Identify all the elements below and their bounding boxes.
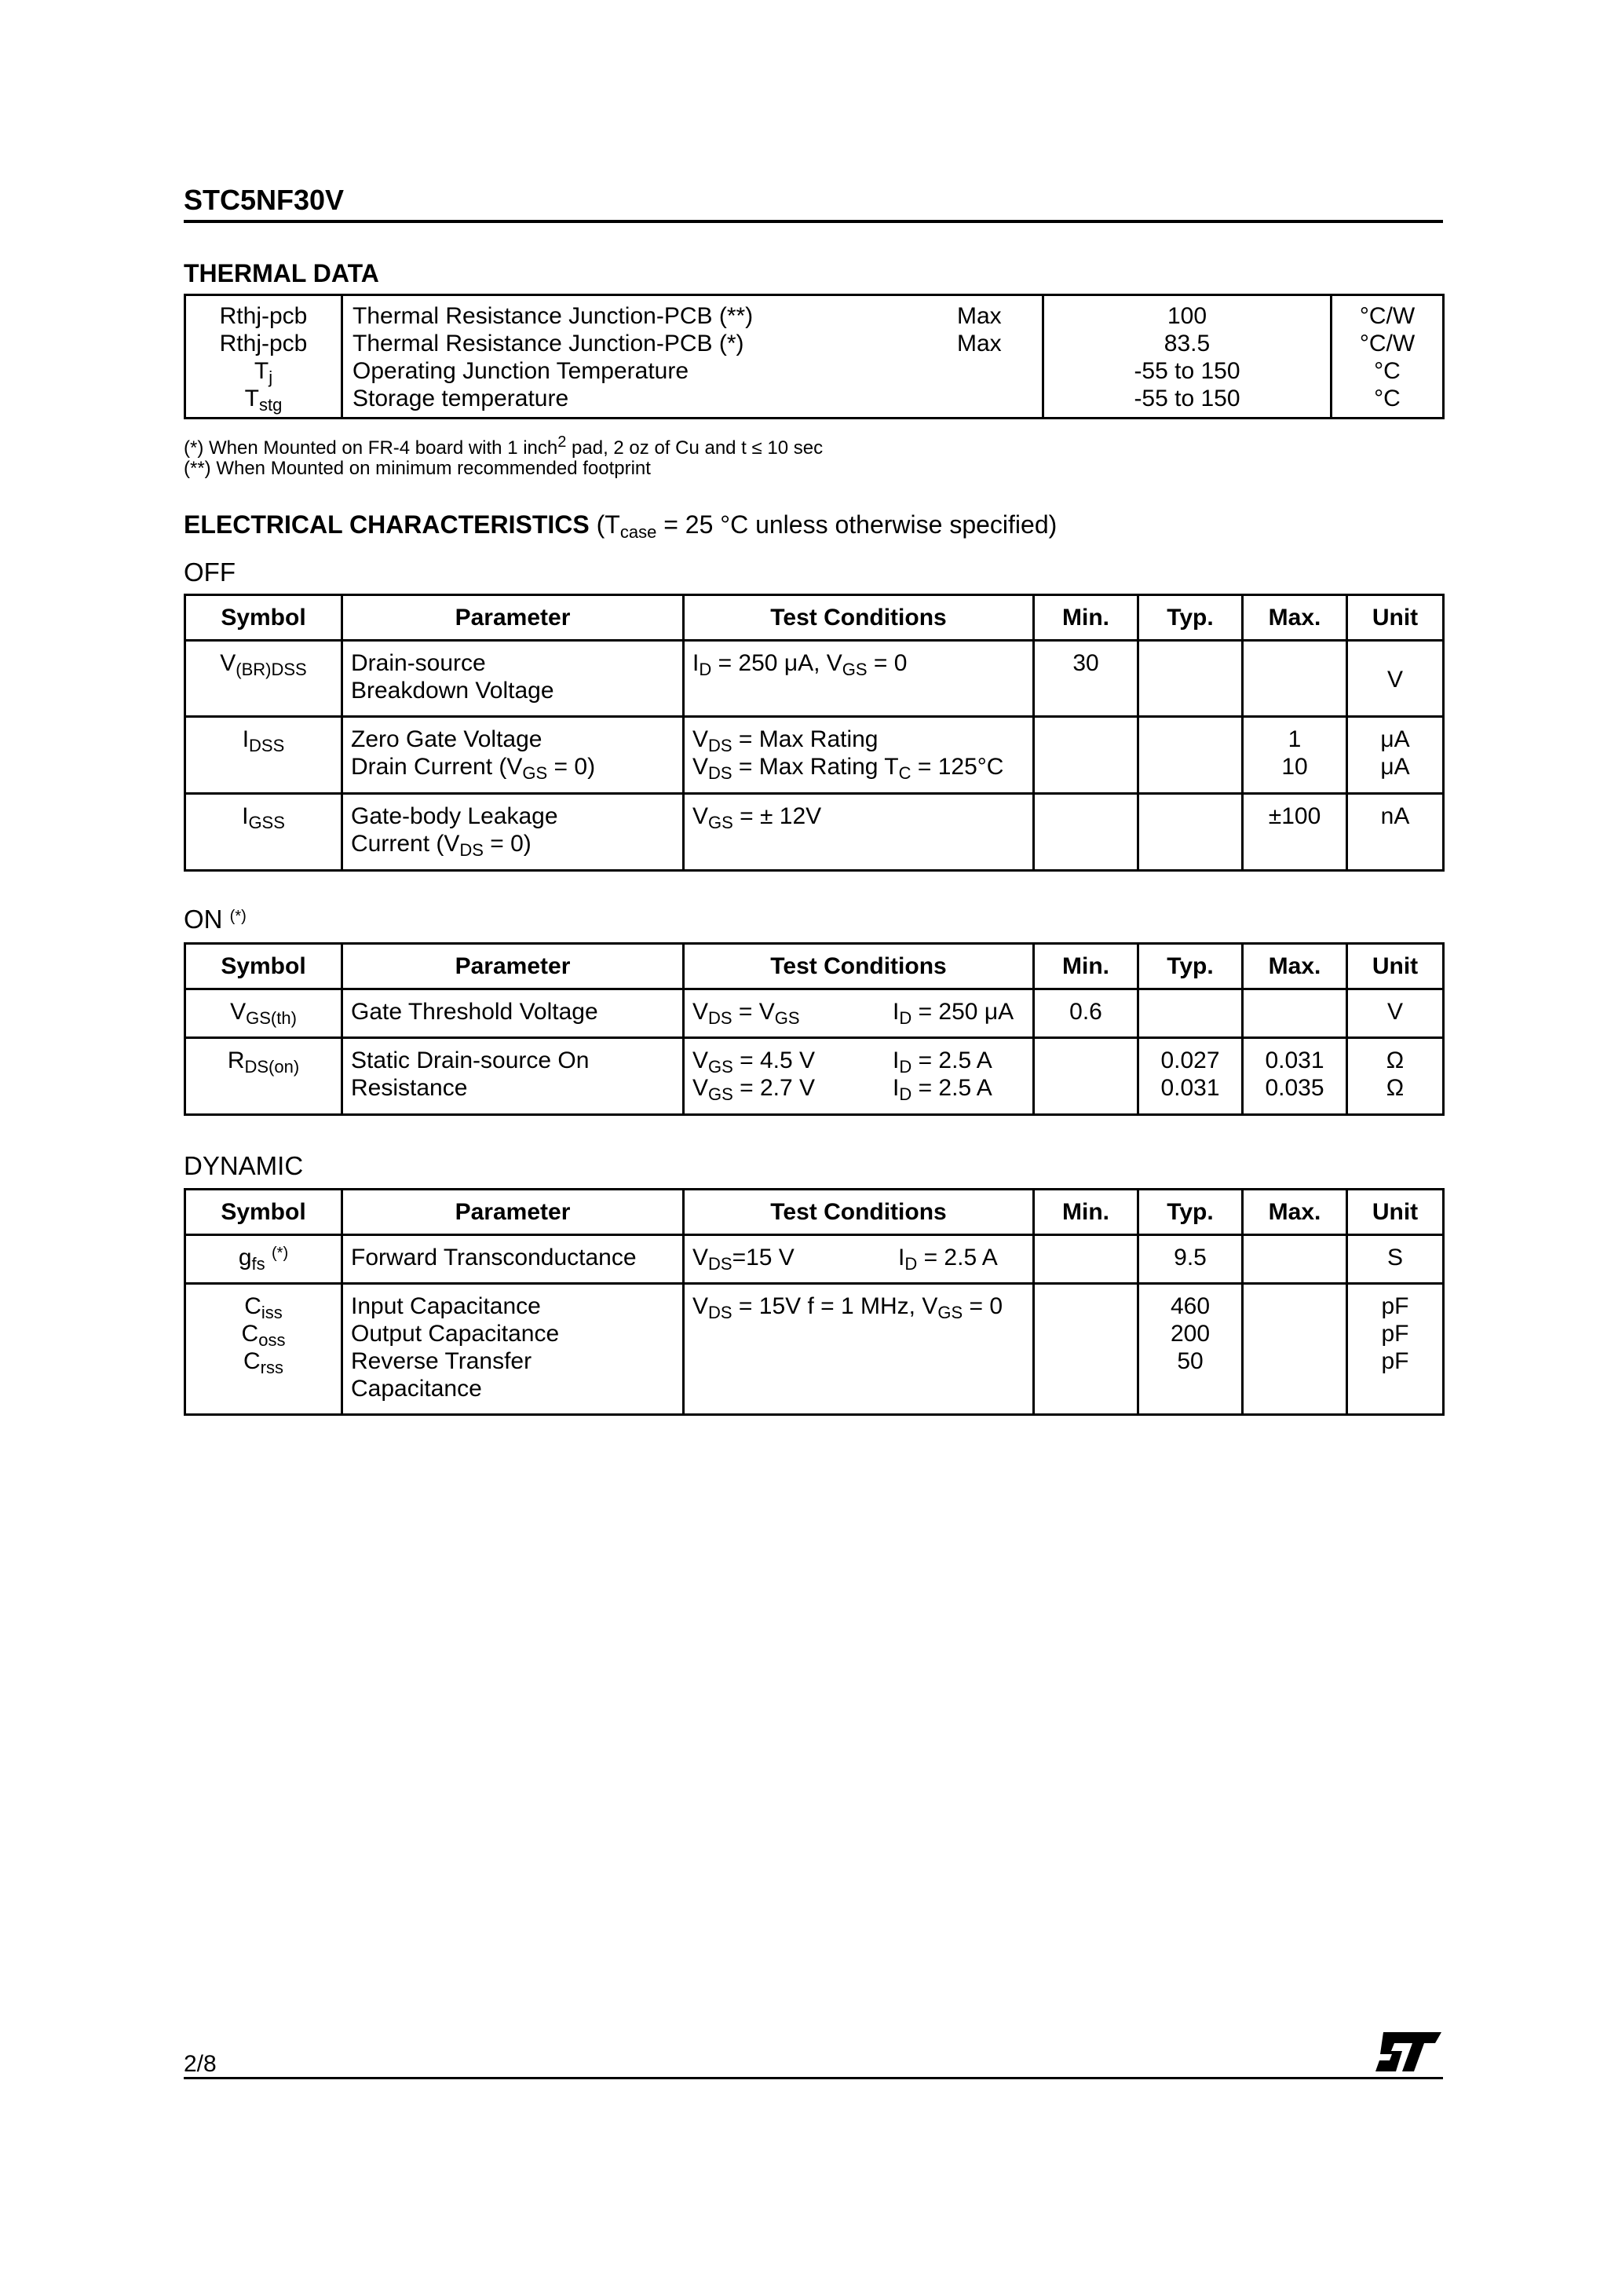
typ-cell: 0.027 0.031: [1138, 1038, 1243, 1115]
table-header-row: [185, 595, 1444, 641]
header-max: Max.: [1243, 944, 1347, 989]
param-text: Thermal Resistance Junction-PCB (*): [353, 331, 744, 356]
st-logo-icon: [1375, 2031, 1443, 2078]
conditions-cell: $V_{DS}$ = Max Rating $V_{DS}$ = Max Rating $T_C = 125^\circ C$: [684, 717, 1034, 794]
unit-cell: Ω Ω: [1347, 1038, 1444, 1115]
symbol-cell: $g_{fs}$ (*): [185, 1235, 342, 1284]
off-table: [184, 594, 1445, 872]
conditions-cell: $V_{GS} = 4.5$ V $I_D = 2.5$ A $V_{GS} = 2.7$ V $I_D = 2.5$ A: [684, 1038, 1034, 1115]
header-parameter: Parameter: [342, 595, 684, 641]
parameter-cell: Drain-source Breakdown Voltage: [342, 641, 684, 717]
conditions-cell: $I_D = 250$ μA, $V_{GS} = 0$: [684, 641, 1034, 717]
table-row: [185, 295, 1444, 419]
symbol-cell: $I_{DSS}$: [185, 717, 342, 794]
conditions-cell: $V_{DS}=15$ V $I_D = 2.5$ A: [684, 1235, 1034, 1284]
parameter-cell: Zero Gate Voltage Drain Current $(V_{GS} = 0)$: [342, 717, 684, 794]
header-typ: Typ.: [1138, 595, 1243, 641]
thermal-param-row: [353, 330, 1042, 357]
max-cell: ±100: [1243, 794, 1347, 871]
thermal-footnote-2: (**) When Mounted on minimum recommended footprint: [184, 458, 651, 479]
unit-cell: S: [1347, 1235, 1444, 1284]
symbol-cell: $V_{GS(th)}$: [185, 989, 342, 1038]
parameter-cell: Gate-body Leakage Current $(V_{DS} = 0)$: [342, 794, 684, 871]
symbol-rthj-pcb-2: Rthj-pcb: [219, 331, 308, 356]
header-unit: Unit: [1347, 944, 1444, 989]
thermal-values: [1043, 295, 1332, 419]
max-cell: [1243, 1235, 1347, 1284]
header-typ: Typ.: [1138, 944, 1243, 989]
param-text: Operating Junction Temperature: [353, 358, 689, 384]
value: -55 to 150: [1134, 358, 1240, 384]
header-test-conditions: Test Conditions: [684, 944, 1034, 989]
thermal-units: [1332, 295, 1444, 419]
header-symbol: Symbol: [185, 944, 342, 989]
unit-cell: V: [1347, 989, 1444, 1038]
header-test-conditions: Test Conditions: [684, 1190, 1034, 1235]
typ-cell: [1138, 717, 1243, 794]
symbol-tj: $T_j$: [254, 358, 273, 387]
unit-cell: nA: [1347, 794, 1444, 871]
page-number: 2/8: [184, 2051, 217, 2077]
on-label: ON (*): [184, 905, 247, 934]
header-unit: Unit: [1347, 1190, 1444, 1235]
unit: °C: [1374, 358, 1401, 384]
table-row: [185, 1235, 1444, 1284]
min-cell: 0.6: [1034, 989, 1138, 1038]
table-row: [185, 1284, 1444, 1415]
min-cell: [1034, 1235, 1138, 1284]
table-header-row: [185, 944, 1444, 989]
header-parameter: Parameter: [342, 944, 684, 989]
max-cell: [1243, 989, 1347, 1038]
table-row: [185, 1038, 1444, 1115]
table-row: [185, 641, 1444, 717]
electrical-heading-conditions: ($T_{case} = 25$ °C unless otherwise specified): [589, 510, 1058, 542]
header-symbol: Symbol: [185, 595, 342, 641]
symbol-tstg: $T_{stg}$: [244, 386, 283, 415]
thermal-heading: THERMAL DATA: [184, 259, 379, 287]
off-label: OFF: [184, 558, 236, 587]
document-title: STC5NF30V: [184, 184, 345, 216]
param-qualifier: Max: [957, 331, 1002, 356]
min-cell: [1034, 717, 1138, 794]
max-cell: 0.031 0.035: [1243, 1038, 1347, 1115]
typ-cell: [1138, 641, 1243, 717]
value: 83.5: [1164, 331, 1211, 356]
unit: °C: [1374, 386, 1401, 411]
typ-cell: [1138, 794, 1243, 871]
unit-cell: V: [1347, 641, 1444, 717]
symbol-rthj-pcb-1: Rthj-pcb: [219, 303, 308, 329]
electrical-heading-text: ELECTRICAL CHARACTERISTICS: [184, 510, 590, 539]
header-parameter: Parameter: [342, 1190, 684, 1235]
symbol-cell: $V_{(BR)DSS}$: [185, 641, 342, 717]
table-row: [185, 717, 1444, 794]
table-row: [185, 794, 1444, 871]
thermal-table: [184, 294, 1445, 419]
min-cell: [1034, 794, 1138, 871]
value: -55 to 150: [1134, 386, 1240, 411]
typ-cell: 460 200 50: [1138, 1284, 1243, 1415]
min-cell: 30: [1034, 641, 1138, 717]
header-min: Min.: [1034, 944, 1138, 989]
symbol-cell: $C_{iss}$ $C_{oss}$ $C_{rss}$: [185, 1284, 342, 1415]
conditions-cell: $V_{DS} = V_{GS}$ $I_D = 250$ μA: [684, 989, 1034, 1038]
title-rule: [184, 220, 1443, 223]
header-test-conditions: Test Conditions: [684, 595, 1034, 641]
header-max: Max.: [1243, 1190, 1347, 1235]
unit-cell: pF pF pF: [1347, 1284, 1444, 1415]
param-text: Thermal Resistance Junction-PCB (**): [353, 303, 754, 329]
symbol-cell: $I_{GSS}$: [185, 794, 342, 871]
symbol-cell: $R_{DS(on)}$: [185, 1038, 342, 1115]
thermal-parameters: [342, 295, 1043, 419]
unit: °C/W: [1359, 331, 1416, 356]
dynamic-table: [184, 1188, 1445, 1416]
header-min: Min.: [1034, 595, 1138, 641]
footer-rule: [184, 2077, 1443, 2079]
unit-cell: μA μA: [1347, 717, 1444, 794]
header-unit: Unit: [1347, 595, 1444, 641]
typ-cell: 9.5: [1138, 1235, 1243, 1284]
header-symbol: Symbol: [185, 1190, 342, 1235]
value: 100: [1167, 303, 1207, 329]
thermal-footnote-1: (*) When Mounted on FR-4 board with 1 inch$^2$ pad, 2 oz of Cu and t ≤ 10 sec: [184, 433, 824, 459]
parameter-cell: Forward Transconductance: [342, 1235, 684, 1284]
table-header-row: [185, 1190, 1444, 1235]
max-cell: 1 10: [1243, 717, 1347, 794]
parameter-cell: Gate Threshold Voltage: [342, 989, 684, 1038]
thermal-param-row: [353, 302, 1042, 330]
unit: °C/W: [1359, 303, 1416, 329]
min-cell: [1034, 1038, 1138, 1115]
param-qualifier: Max: [957, 303, 1002, 329]
electrical-heading: [184, 510, 1058, 542]
max-cell: [1243, 1284, 1347, 1415]
on-table: [184, 942, 1445, 1116]
conditions-cell: $V_{GS}$ = ± 12V: [684, 794, 1034, 871]
param-text: Storage temperature: [353, 386, 569, 411]
table-row: [185, 989, 1444, 1038]
thermal-symbols: [185, 295, 342, 419]
header-max: Max.: [1243, 595, 1347, 641]
typ-cell: [1138, 989, 1243, 1038]
parameter-cell: Static Drain-source On Resistance: [342, 1038, 684, 1115]
max-cell: [1243, 641, 1347, 717]
dynamic-label: DYNAMIC: [184, 1151, 304, 1180]
min-cell: [1034, 1284, 1138, 1415]
header-min: Min.: [1034, 1190, 1138, 1235]
header-typ: Typ.: [1138, 1190, 1243, 1235]
parameter-cell: Input Capacitance Output Capacitance Reverse Transfer Capacitance: [342, 1284, 684, 1415]
conditions-cell: $V_{DS} = 15V$ f = 1 MHz, $V_{GS} = 0$: [684, 1284, 1034, 1415]
